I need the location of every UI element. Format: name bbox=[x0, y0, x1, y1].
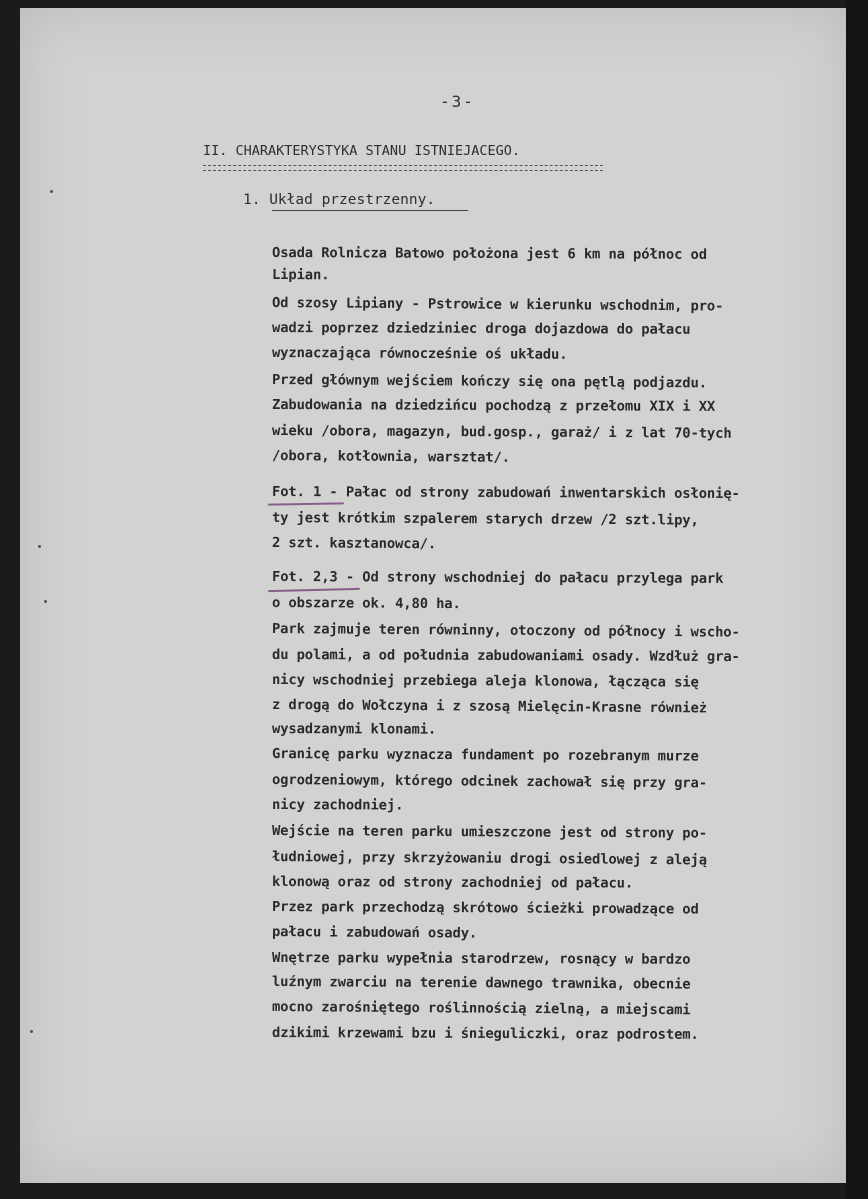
subsection-heading: 1. Układ przestrzenny. bbox=[243, 192, 436, 208]
paper-speck bbox=[38, 545, 41, 548]
heading-underline bbox=[203, 165, 603, 171]
text-line: luźnym zwarciu na terenie dawnego trawnika, obecnie bbox=[271, 974, 691, 993]
text-line: Granicę parku wyznacza fundament po rozebranym murze bbox=[271, 746, 699, 765]
text-line: wieku /obora, magazyn, bud.gosp., garaż/ i z lat 70-tych bbox=[271, 423, 732, 442]
text-line: Wnętrze parku wypełnia starodrzew, rosnący w bardzo bbox=[271, 950, 691, 968]
text-line: Od szosy Lipiany - Pstrowice w kierunku wschodnim, pro- bbox=[271, 295, 724, 315]
text-line: wadzi poprzez dziedziniec droga dojazdowa do pałacu bbox=[271, 320, 691, 338]
text-line: wysadzanymi klonami. bbox=[271, 721, 437, 738]
text-line: wyznaczająca równocześnie oś układu. bbox=[271, 345, 568, 363]
text-line: łudniowej, przy skrzyżowaniu drogi osiedlowej z aleją bbox=[271, 849, 708, 869]
text-line: nicy wschodniej przebiega aleja klonowa, łącząca się bbox=[271, 672, 699, 691]
text-line: Wejście na teren parku umieszczone jest od strony po- bbox=[271, 823, 707, 842]
text-line: du polami, a od południa zabudowaniami osady. Wzdłuż gra- bbox=[271, 647, 740, 666]
text-line: mocno zarośniętego roślinnością zielną, a miejscami bbox=[271, 999, 691, 1019]
text-line: 2 szt. kasztanowca/. bbox=[271, 535, 437, 553]
scan-border bbox=[846, 0, 868, 1199]
paper-speck bbox=[50, 190, 53, 193]
text-line: dzikimi krzewami bzu i śnieguliczki, oraz podrostem. bbox=[271, 1025, 699, 1043]
text-line: Zabudowania na dziedzińcu pochodzą z przełomu XIX i XX bbox=[271, 397, 716, 415]
text-line: Fot. 2,3 - Od strony wschodniej do pałacu przylega park bbox=[271, 569, 724, 587]
text-line: nicy zachodniej. bbox=[271, 797, 404, 814]
paper-speck bbox=[30, 1030, 33, 1033]
text-line: Park zajmuje teren równinny, otoczony od północy i wscho- bbox=[271, 621, 740, 641]
text-line: ty jest krótkim szpalerem starych drzew /2 szt.lipy, bbox=[271, 510, 699, 529]
text-line: klonową oraz od strony zachodniej od pałacu. bbox=[271, 874, 634, 892]
text-line: z drogą do Wołczyna i z szosą Mielęcin-Krasne również bbox=[271, 697, 708, 717]
text-line: Przez park przechodzą skrótowo ścieżki prowadzące od bbox=[271, 899, 699, 918]
text-line: o obszarze ok. 4,80 ha. bbox=[271, 595, 461, 613]
text-line: pałacu i zabudowań osady. bbox=[271, 924, 478, 942]
text-line: ogrodzeniowym, którego odcinek zachował się przy gra- bbox=[271, 772, 708, 792]
text-line: /obora, kotłownia, warsztat/. bbox=[271, 448, 511, 466]
subsection-underline bbox=[272, 210, 468, 211]
text-line: Przed głównym wejściem kończy się ona pętlą podjazdu. bbox=[271, 372, 708, 392]
text-line: Osada Rolnicza Batowo położona jest 6 km na północ od bbox=[271, 245, 707, 263]
text-line: Fot. 1 - Pałac od strony zabudowań inwentarskich osłonię- bbox=[271, 484, 740, 503]
page-number: -3- bbox=[440, 92, 475, 111]
section-heading: II. CHARAKTERYSTYKA STANU ISTNIEJACEGO. bbox=[203, 143, 520, 159]
text-line: Lipian. bbox=[271, 267, 330, 284]
paper-speck bbox=[44, 600, 47, 603]
